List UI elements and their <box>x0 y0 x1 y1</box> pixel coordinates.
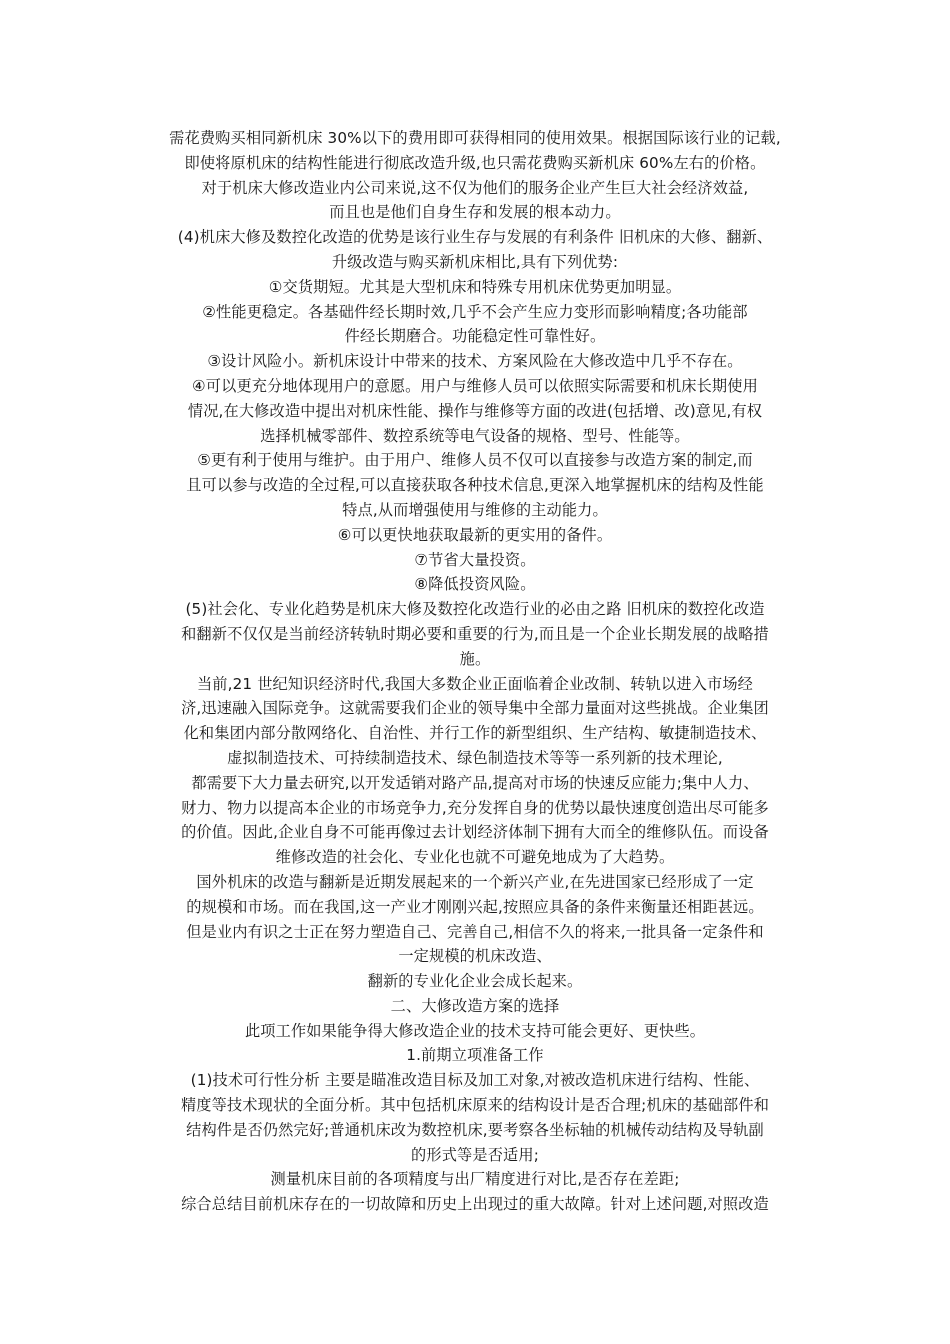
text-line: 的形式等是否适用; <box>411 1145 539 1164</box>
text-line: 财力、物力以提高本企业的市场竞争力,充分发挥自身的优势以最快速度创造出尽可能多 <box>181 798 769 817</box>
subsection-heading: 1.前期立项准备工作 <box>406 1046 544 1065</box>
text-line: 但是业内有识之士正在努力塑造自己、完善自己,相信不久的将来,一批具备一定条件和 <box>186 922 764 941</box>
text-line: 升级改造与购买新机床相比,具有下列优势: <box>331 252 619 271</box>
text-line: 对于机床大修改造业内公司来说,这不仅为他们的服务企业产生巨大社会经济效益, <box>201 178 749 197</box>
text-line: ④可以更充分地体现用户的意愿。用户与维修人员可以依照实际需要和机床长期使用 <box>192 376 758 395</box>
text-line: 结构件是否仍然完好;普通机床改为数控机床,要考察各坐标轴的机械传动结构及导轨副 <box>186 1120 764 1139</box>
text-line: 需花费购买相同新机床 30%以下的费用即可获得相同的使用效果。根据国际该行业的记载, <box>169 129 781 147</box>
text-line: 情况,在大修改造中提出对机床性能、操作与维修等方面的改进(包括增、改)意见,有权 <box>187 401 763 420</box>
text-line: 的价值。因此,企业自身不可能再像过去计划经济体制下拥有大而全的维修队伍。而设备 <box>181 823 769 842</box>
text-line: ①交货期短。尤其是大型机床和特殊专用机床优势更加明显。 <box>268 277 682 296</box>
text-line: 精度等技术现状的全面分析。其中包括机床原来的结构设计是否合理;机床的基础部件和 <box>180 1096 770 1115</box>
text-line: 施。 <box>459 649 491 668</box>
text-line: 翻新的专业化企业会成长起来。 <box>367 972 583 991</box>
text-line: 当前,21 世纪知识经济时代,我国大多数企业正面临着企业改制、转轨以进入市场经 <box>196 674 754 693</box>
text-line: 济,迅速融入国际竞争。这就需要我们企业的领导集中全部力量面对这些挑战。企业集团 <box>181 699 769 718</box>
text-line: 一定规模的机床改造、 <box>398 947 552 966</box>
body-text <box>135 126 815 1217</box>
text-line: 虚拟制造技术、可持续制造技术、绿色制造技术等等一系列新的技术理论, <box>227 748 723 767</box>
text-line: ⑤更有利于使用与维护。由于用户、维修人员不仅可以直接参与改造方案的制定,而 <box>197 451 753 470</box>
text-line: ⑥可以更快地获取最新的更实用的备件。 <box>337 525 613 544</box>
text-line: 化和集团内部分散网络化、自治性、并行工作的新型组织、生产结构、敏捷制造技术、 <box>183 724 767 743</box>
text-line: 且可以参与改造的全过程,可以直接获取各种技术信息,更深入地掌握机床的结构及性能 <box>186 476 764 495</box>
text-line: 都需要下大力量去研究,以开发适销对路产品,提高对市场的快速反应能力;集中人力、 <box>191 773 759 792</box>
text-line: 特点,从而增强使用与维修的主动能力。 <box>342 500 608 519</box>
text-line: 和翻新不仅仅是当前经济转轨时期必要和重要的行为,而且是一个企业长期发展的战略措 <box>181 624 769 643</box>
text-line: ⑦节省大量投资。 <box>414 550 536 569</box>
text-line: 综合总结目前机床存在的一切故障和历史上出现过的重大故障。针对上述问题,对照改造 <box>181 1195 769 1214</box>
section-heading: 二、大修改造方案的选择 <box>390 996 560 1015</box>
text-line: 测量机床目前的各项精度与出厂精度进行对比,是否存在差距; <box>270 1170 680 1189</box>
text-line: ⑧降低投资风险。 <box>414 575 536 594</box>
text-line: 即使将原机床的结构性能进行彻底改造升级,也只需花费购买新机床 60%左右的价格。 <box>184 153 766 172</box>
text-line: 此项工作如果能争得大修改造企业的技术支持可能会更好、更快些。 <box>244 1021 706 1040</box>
text-line: (5)社会化、专业化趋势是机床大修及数控化改造行业的必由之路 旧机床的数控化改造 <box>185 600 765 619</box>
text-line: 选择机械零部件、数控系统等电气设备的规格、型号、性能等。 <box>260 426 690 445</box>
text-line: ③设计风险小。新机床设计中带来的技术、方案风险在大修改造中几乎不存在。 <box>207 352 743 371</box>
text-line: 的规模和市场。而在我国,这一产业才刚刚兴起,按照应具备的条件来衡量还相距甚远。 <box>186 897 764 916</box>
text-line: 国外机床的改造与翻新是近期发展起来的一个新兴产业,在先进国家已经形成了一定 <box>196 872 754 891</box>
text-line: ②性能更稳定。各基础件经长期时效,几乎不会产生应力变形而影响精度;各功能部 <box>202 302 748 321</box>
text-line: 维修改造的社会化、专业化也就不可避免地成为了大趋势。 <box>275 848 675 867</box>
text-line: 而且也是他们自身生存和发展的根本动力。 <box>329 203 621 222</box>
text-line: (4)机床大修及数控化改造的优势是该行业生存与发展的有利条件 旧机床的大修、翻新、 <box>177 228 773 247</box>
text-line: (1)技术可行性分析 主要是瞄准改造目标及加工对象,对被改造机床进行结构、性能、 <box>190 1071 760 1090</box>
text-line: 件经长期磨合。功能稳定性可靠性好。 <box>344 327 606 346</box>
